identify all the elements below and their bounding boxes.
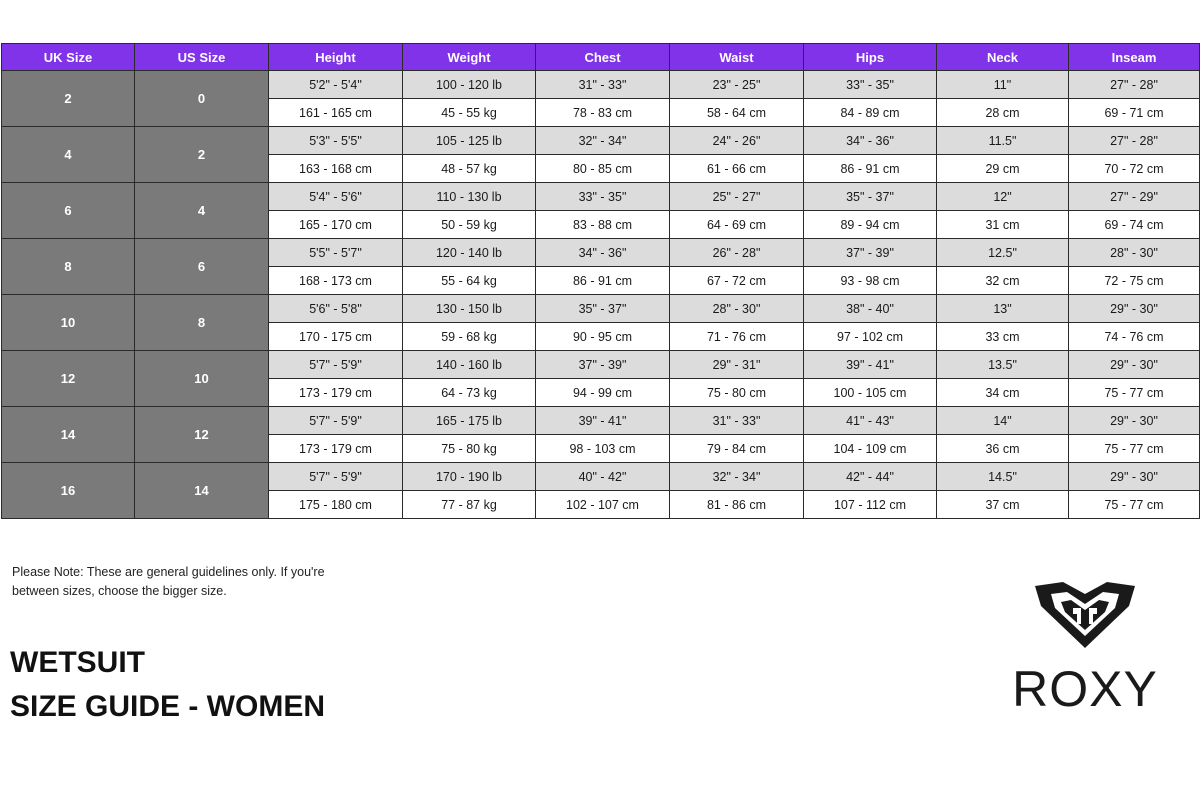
imperial-measurement-cell: 34" - 36"	[804, 127, 937, 155]
imperial-measurement-cell: 29" - 31"	[670, 351, 804, 379]
table-row	[2, 71, 1200, 99]
metric-measurement-cell: 168 - 173 cm	[269, 267, 403, 295]
metric-measurement-cell: 90 - 95 cm	[536, 323, 670, 351]
imperial-measurement-cell: 5'6" - 5'8"	[269, 295, 403, 323]
imperial-measurement-cell: 170 - 190 lb	[403, 463, 536, 491]
column-header: UK Size	[2, 44, 135, 71]
imperial-measurement-cell: 29" - 30"	[1069, 407, 1200, 435]
imperial-measurement-cell: 41" - 43"	[804, 407, 937, 435]
imperial-measurement-cell: 110 - 130 lb	[403, 183, 536, 211]
imperial-measurement-cell: 14"	[937, 407, 1069, 435]
column-header: Inseam	[1069, 44, 1200, 71]
imperial-measurement-cell: 28" - 30"	[670, 295, 804, 323]
imperial-measurement-cell: 27" - 29"	[1069, 183, 1200, 211]
imperial-measurement-cell: 29" - 30"	[1069, 295, 1200, 323]
metric-measurement-cell: 29 cm	[937, 155, 1069, 183]
imperial-measurement-cell: 29" - 30"	[1069, 351, 1200, 379]
metric-measurement-cell: 97 - 102 cm	[804, 323, 937, 351]
imperial-measurement-cell: 38" - 40"	[804, 295, 937, 323]
metric-measurement-cell: 75 - 80 kg	[403, 435, 536, 463]
us-size-cell: 6	[135, 239, 269, 295]
uk-size-cell: 12	[2, 351, 135, 407]
us-size-cell: 4	[135, 183, 269, 239]
imperial-measurement-cell: 100 - 120 lb	[403, 71, 536, 99]
uk-size-cell: 4	[2, 127, 135, 183]
us-size-cell: 2	[135, 127, 269, 183]
imperial-measurement-cell: 5'7" - 5'9"	[269, 407, 403, 435]
imperial-measurement-cell: 42" - 44"	[804, 463, 937, 491]
metric-measurement-cell: 55 - 64 kg	[403, 267, 536, 295]
metric-measurement-cell: 80 - 85 cm	[536, 155, 670, 183]
title-line-1: WETSUIT	[10, 646, 145, 679]
metric-measurement-cell: 173 - 179 cm	[269, 379, 403, 407]
metric-measurement-cell: 107 - 112 cm	[804, 491, 937, 519]
column-header: Weight	[403, 44, 536, 71]
metric-measurement-cell: 31 cm	[937, 211, 1069, 239]
imperial-measurement-cell: 13"	[937, 295, 1069, 323]
metric-measurement-cell: 163 - 168 cm	[269, 155, 403, 183]
metric-measurement-cell: 58 - 64 cm	[670, 99, 804, 127]
metric-measurement-cell: 102 - 107 cm	[536, 491, 670, 519]
metric-measurement-cell: 69 - 74 cm	[1069, 211, 1200, 239]
metric-measurement-cell: 71 - 76 cm	[670, 323, 804, 351]
imperial-measurement-cell: 5'7" - 5'9"	[269, 351, 403, 379]
imperial-measurement-cell: 33" - 35"	[804, 71, 937, 99]
metric-measurement-cell: 89 - 94 cm	[804, 211, 937, 239]
us-size-cell: 10	[135, 351, 269, 407]
metric-measurement-cell: 61 - 66 cm	[670, 155, 804, 183]
metric-measurement-cell: 74 - 76 cm	[1069, 323, 1200, 351]
metric-measurement-cell: 94 - 99 cm	[536, 379, 670, 407]
table-row	[2, 127, 1200, 155]
metric-measurement-cell: 37 cm	[937, 491, 1069, 519]
imperial-measurement-cell: 32" - 34"	[536, 127, 670, 155]
metric-measurement-cell: 75 - 80 cm	[670, 379, 804, 407]
metric-measurement-cell: 77 - 87 kg	[403, 491, 536, 519]
imperial-measurement-cell: 12.5"	[937, 239, 1069, 267]
imperial-measurement-cell: 24" - 26"	[670, 127, 804, 155]
brand-wordmark: ROXY	[1012, 661, 1158, 717]
imperial-measurement-cell: 5'5" - 5'7"	[269, 239, 403, 267]
metric-measurement-cell: 170 - 175 cm	[269, 323, 403, 351]
metric-measurement-cell: 50 - 59 kg	[403, 211, 536, 239]
table-body	[2, 71, 1200, 519]
page-title	[10, 641, 325, 729]
column-header: Waist	[670, 44, 804, 71]
metric-measurement-cell: 93 - 98 cm	[804, 267, 937, 295]
imperial-measurement-cell: 165 - 175 lb	[403, 407, 536, 435]
brand-logo	[990, 580, 1180, 720]
table-row	[2, 239, 1200, 267]
metric-measurement-cell: 67 - 72 cm	[670, 267, 804, 295]
uk-size-cell: 6	[2, 183, 135, 239]
uk-size-cell: 16	[2, 463, 135, 519]
imperial-measurement-cell: 35" - 37"	[804, 183, 937, 211]
imperial-measurement-cell: 31" - 33"	[670, 407, 804, 435]
metric-measurement-cell: 79 - 84 cm	[670, 435, 804, 463]
metric-measurement-cell: 104 - 109 cm	[804, 435, 937, 463]
imperial-measurement-cell: 31" - 33"	[536, 71, 670, 99]
metric-measurement-cell: 45 - 55 kg	[403, 99, 536, 127]
metric-measurement-cell: 86 - 91 cm	[804, 155, 937, 183]
metric-measurement-cell: 165 - 170 cm	[269, 211, 403, 239]
imperial-measurement-cell: 32" - 34"	[670, 463, 804, 491]
us-size-cell: 14	[135, 463, 269, 519]
imperial-measurement-cell: 26" - 28"	[670, 239, 804, 267]
metric-measurement-cell: 72 - 75 cm	[1069, 267, 1200, 295]
metric-measurement-cell: 32 cm	[937, 267, 1069, 295]
imperial-measurement-cell: 14.5"	[937, 463, 1069, 491]
imperial-measurement-cell: 27" - 28"	[1069, 127, 1200, 155]
imperial-measurement-cell: 5'4" - 5'6"	[269, 183, 403, 211]
us-size-cell: 12	[135, 407, 269, 463]
table-row	[2, 295, 1200, 323]
us-size-cell: 8	[135, 295, 269, 351]
imperial-measurement-cell: 130 - 150 lb	[403, 295, 536, 323]
table-row	[2, 407, 1200, 435]
table-row	[2, 351, 1200, 379]
metric-measurement-cell: 98 - 103 cm	[536, 435, 670, 463]
roxy-heart-icon	[1033, 580, 1137, 650]
metric-measurement-cell: 175 - 180 cm	[269, 491, 403, 519]
imperial-measurement-cell: 23" - 25"	[670, 71, 804, 99]
imperial-measurement-cell: 12"	[937, 183, 1069, 211]
column-header: Chest	[536, 44, 670, 71]
metric-measurement-cell: 75 - 77 cm	[1069, 379, 1200, 407]
metric-measurement-cell: 28 cm	[937, 99, 1069, 127]
metric-measurement-cell: 33 cm	[937, 323, 1069, 351]
column-header: Hips	[804, 44, 937, 71]
imperial-measurement-cell: 5'2" - 5'4"	[269, 71, 403, 99]
imperial-measurement-cell: 37" - 39"	[536, 351, 670, 379]
metric-measurement-cell: 100 - 105 cm	[804, 379, 937, 407]
imperial-measurement-cell: 25" - 27"	[670, 183, 804, 211]
imperial-measurement-cell: 40" - 42"	[536, 463, 670, 491]
metric-measurement-cell: 84 - 89 cm	[804, 99, 937, 127]
title-line-2: SIZE GUIDE - WOMEN	[10, 690, 325, 723]
metric-measurement-cell: 83 - 88 cm	[536, 211, 670, 239]
metric-measurement-cell: 36 cm	[937, 435, 1069, 463]
imperial-measurement-cell: 11"	[937, 71, 1069, 99]
imperial-measurement-cell: 27" - 28"	[1069, 71, 1200, 99]
imperial-measurement-cell: 35" - 37"	[536, 295, 670, 323]
imperial-measurement-cell: 39" - 41"	[804, 351, 937, 379]
imperial-measurement-cell: 28" - 30"	[1069, 239, 1200, 267]
metric-measurement-cell: 34 cm	[937, 379, 1069, 407]
column-header: Height	[269, 44, 403, 71]
uk-size-cell: 14	[2, 407, 135, 463]
metric-measurement-cell: 59 - 68 kg	[403, 323, 536, 351]
metric-measurement-cell: 48 - 57 kg	[403, 155, 536, 183]
metric-measurement-cell: 78 - 83 cm	[536, 99, 670, 127]
uk-size-cell: 2	[2, 71, 135, 127]
us-size-cell: 0	[135, 71, 269, 127]
imperial-measurement-cell: 33" - 35"	[536, 183, 670, 211]
column-header: US Size	[135, 44, 269, 71]
imperial-measurement-cell: 5'7" - 5'9"	[269, 463, 403, 491]
imperial-measurement-cell: 13.5"	[937, 351, 1069, 379]
metric-measurement-cell: 75 - 77 cm	[1069, 435, 1200, 463]
imperial-measurement-cell: 140 - 160 lb	[403, 351, 536, 379]
uk-size-cell: 8	[2, 239, 135, 295]
column-header: Neck	[937, 44, 1069, 71]
metric-measurement-cell: 173 - 179 cm	[269, 435, 403, 463]
note-line-2: between sizes, choose the bigger size.	[12, 584, 227, 598]
uk-size-cell: 10	[2, 295, 135, 351]
imperial-measurement-cell: 29" - 30"	[1069, 463, 1200, 491]
metric-measurement-cell: 64 - 73 kg	[403, 379, 536, 407]
guideline-note	[12, 563, 325, 601]
imperial-measurement-cell: 37" - 39"	[804, 239, 937, 267]
table-row	[2, 463, 1200, 491]
note-line-1: Please Note: These are general guidelines only. If you're	[12, 565, 325, 579]
imperial-measurement-cell: 120 - 140 lb	[403, 239, 536, 267]
imperial-measurement-cell: 5'3" - 5'5"	[269, 127, 403, 155]
metric-measurement-cell: 161 - 165 cm	[269, 99, 403, 127]
table-row	[2, 183, 1200, 211]
size-table	[1, 43, 1200, 519]
metric-measurement-cell: 69 - 71 cm	[1069, 99, 1200, 127]
imperial-measurement-cell: 105 - 125 lb	[403, 127, 536, 155]
imperial-measurement-cell: 34" - 36"	[536, 239, 670, 267]
metric-measurement-cell: 64 - 69 cm	[670, 211, 804, 239]
metric-measurement-cell: 81 - 86 cm	[670, 491, 804, 519]
metric-measurement-cell: 75 - 77 cm	[1069, 491, 1200, 519]
imperial-measurement-cell: 11.5"	[937, 127, 1069, 155]
table-header-row	[2, 44, 1200, 71]
metric-measurement-cell: 86 - 91 cm	[536, 267, 670, 295]
imperial-measurement-cell: 39" - 41"	[536, 407, 670, 435]
metric-measurement-cell: 70 - 72 cm	[1069, 155, 1200, 183]
